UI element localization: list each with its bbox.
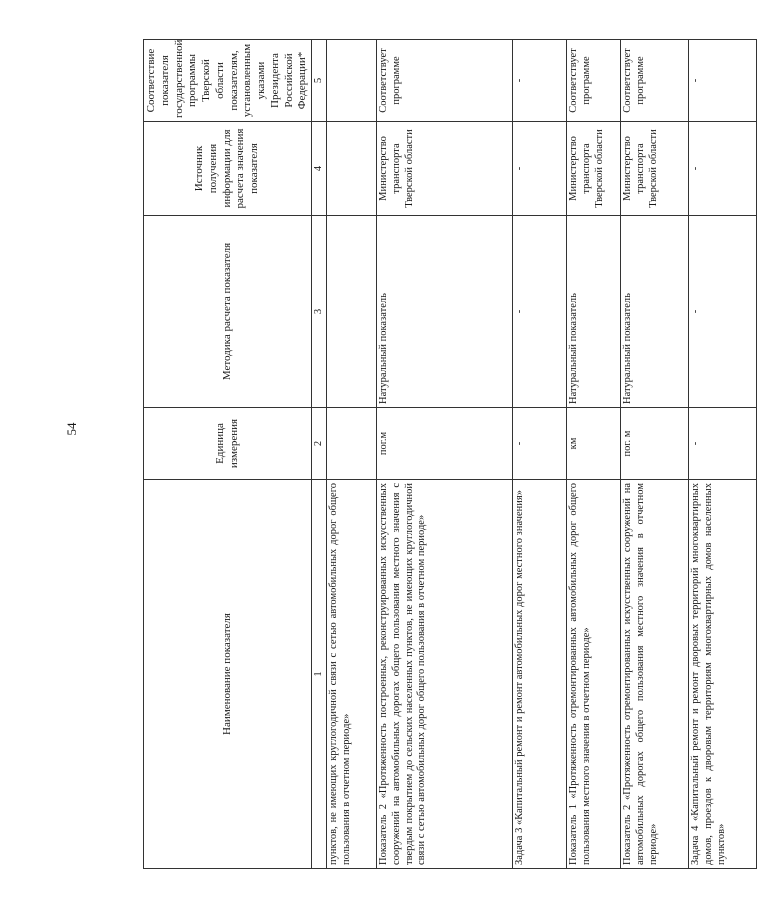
- header-unit: Единица измерения: [144, 408, 312, 480]
- task-name: Задача 3 «Капитальный ремонт и ремонт автомобильных дорог местного значения»: [513, 480, 567, 869]
- table-row: [377, 40, 513, 869]
- method-cell: [327, 216, 377, 408]
- unit-cell: -: [689, 408, 757, 480]
- indicator-name: Показатель 2 «Протяженность построенных, реконструированных искусственных сооружений на автомобильных дорогах общего пользования местного значения с твердым покрытием до сельских населенных пунктов, не имеющих круглогодичной связи с сетью автомобильных дорог общего пользования в отчетном периоде»: [377, 480, 513, 869]
- header-compliance: Соответствие показателя государственной программы Тверской области показателям, установленным указами Президента Российской Федерации*: [144, 40, 312, 122]
- table-row: [689, 40, 757, 869]
- column-number: 3: [312, 216, 327, 408]
- indicators-table: [143, 39, 757, 869]
- source-cell: Министерство транспорта Тверской области: [377, 122, 513, 216]
- column-number: 4: [312, 122, 327, 216]
- method-cell: -: [689, 216, 757, 408]
- source-cell: Министерство транспорта Тверской области: [621, 122, 689, 216]
- unit-cell: -: [513, 408, 567, 480]
- compliance-cell: -: [689, 40, 757, 122]
- table-row: [513, 40, 567, 869]
- page-number: 54: [64, 422, 79, 436]
- table-row: [621, 40, 689, 869]
- source-cell: -: [689, 122, 757, 216]
- task-name: Задача 4 «Капитальный ремонт и ремонт дворовых территорий многоквартирных домов, проездов к дворовым территориям многоквартирных домов населенных пунктов»: [689, 480, 757, 869]
- indicator-name: пунктов, не имеющих круглогодичной связи с сетью автомобильных дорог общего пользования в отчетном периоде»: [327, 480, 377, 869]
- unit-cell: пог.м: [377, 408, 513, 480]
- column-number: 2: [312, 408, 327, 480]
- column-number: 5: [312, 40, 327, 122]
- compliance-cell: Соответствует программе: [621, 40, 689, 122]
- unit-cell: км: [567, 408, 621, 480]
- method-cell: -: [513, 216, 567, 408]
- method-cell: Натуральный показатель: [621, 216, 689, 408]
- compliance-cell: -: [513, 40, 567, 122]
- header-source: Источник получения информации для расчета значения показателя: [144, 122, 312, 216]
- unit-cell: пог. м: [621, 408, 689, 480]
- unit-cell: [327, 408, 377, 480]
- method-cell: Натуральный показатель: [377, 216, 513, 408]
- table-header-row: [144, 40, 312, 869]
- indicator-name: Показатель 2 «Протяженность отремонтированных искусственных сооружений на автомобильных дорогах общего пользования местного значения в отчетном периоде»: [621, 480, 689, 869]
- table-row: [567, 40, 621, 869]
- source-cell: -: [513, 122, 567, 216]
- column-number-row: [312, 40, 327, 869]
- compliance-cell: [327, 40, 377, 122]
- header-method: Методика расчета показателя: [144, 216, 312, 408]
- compliance-cell: Соответствует программе: [567, 40, 621, 122]
- compliance-cell: Соответствует программе: [377, 40, 513, 122]
- column-number: 1: [312, 480, 327, 869]
- table-row: [327, 40, 377, 869]
- method-cell: Натуральный показатель: [567, 216, 621, 408]
- rotated-table-wrapper: [143, 39, 727, 869]
- indicator-name: Показатель 1 «Протяженность отремонтированных автомобильных дорог общего пользования местного значения в отчетном периоде»: [567, 480, 621, 869]
- header-indicator-name: Наименование показателя: [144, 480, 312, 869]
- source-cell: Министерство транспорта Тверской области: [567, 122, 621, 216]
- source-cell: [327, 122, 377, 216]
